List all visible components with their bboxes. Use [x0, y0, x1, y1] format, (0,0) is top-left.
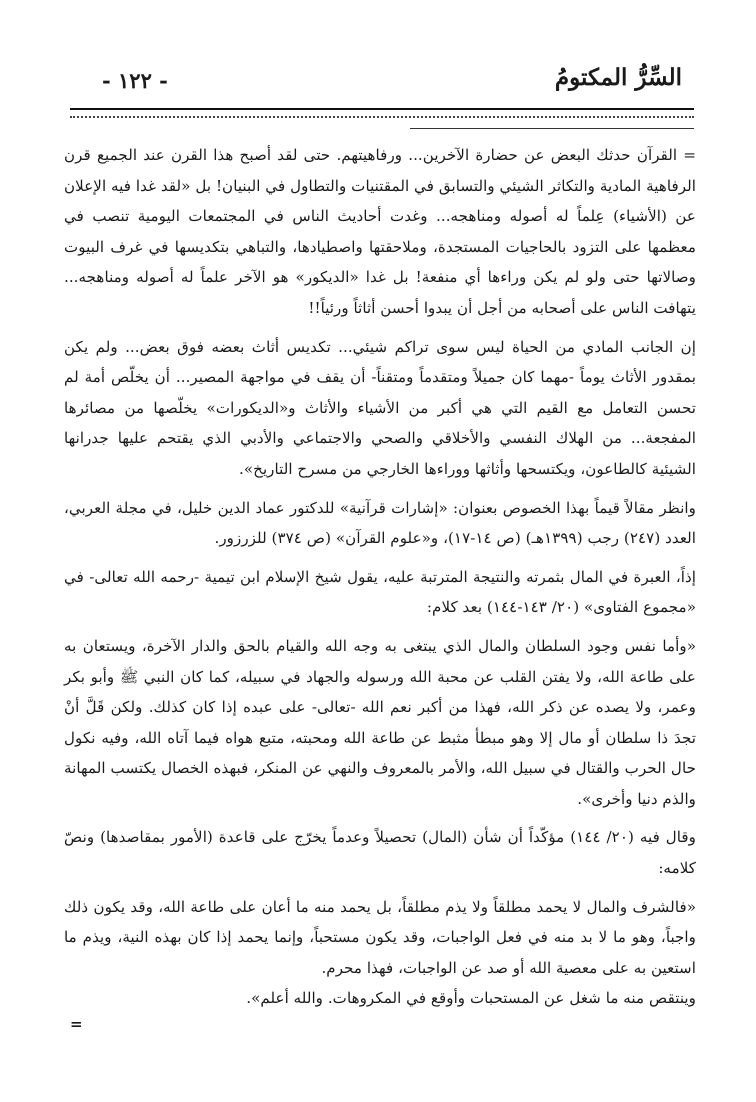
page-header — [70, 58, 694, 110]
paragraph-1: = القرآن حدثك البعض عن حضارة الآخرين... ورفاهيتهم. حتى لقد أصبح هذا القرن عند الجميع قرن الرفاهية المادية والتكاثر الشيئي والتسابق في المقتنيات والتطاول في البنيان! بل «لقد غدا فيه الإعلان عن (الأشياء) عِلماً له أصوله ومناهجه... وغدت أحاديث الناس في المجتمعات اليومية تنصب في معظمها على التزود بالحاجيات المستجدة، وملاحقتها واصطيادها، والتباهي بتكديسها في غرف البيوت وصالاتها حتى ولو لم يكن وراءها أي منفعة! بل غدا «الديكور» هو الآخر علماً له أصوله ومناهجه... يتهافت الناس على أصحابه من أجل أن يبدوا أحسن أثاثاً ورئياً!! — [64, 146, 696, 317]
page-number: - ١٢٢ - — [102, 68, 168, 93]
footnote-rule — [410, 128, 694, 129]
continuation-mark: = — [70, 1015, 83, 1033]
dotted-separator — [70, 116, 694, 118]
paragraph-6: وقال فيه (٢٠/ ١٤٤) مؤكّداً أن شأن (المال) تحصيلاً وعدماً يخرّج على قاعدة (الأمور بمقاصدها) ونصّ كلامه: — [64, 828, 696, 878]
paragraph-3: وانظر مقالاً قيماً بهذا الخصوص بعنوان: «إشارات قرآنية» للدكتور عماد الدين خليل، في مجلة العربي، العدد (٢٤٧) رجب (١٣٩٩هـ) (ص ١٤-١٧)، و«علوم القرآن» (ص ٣٧٤) للزرزور. — [64, 498, 696, 548]
paragraph-4: إذاً، العبرة في المال بثمرته والنتيجة المترتبة عليه، يقول شيخ الإسلام ابن تيمية -رحمه الله تعالى- في «مجموع الفتاوى» (٢٠/ ١٤٣-١٤٤) بعد كلام: — [64, 567, 696, 617]
paragraph-2: إن الجانب المادي من الحياة ليس سوى تراكم شيئي... تكديس أثاث بعضه فوق بعض... ولم يكن بمقدور الأثاث يوماً -مهما كان جميلاً ومتقدماً ومتقناً- أن يقف في مواجهة المصير... أن يخلّص أمة لم تحسن التعامل مع القيم التي هي أكبر من الأشياء والأثاث و«الديكورات» يخلّصها من مصائرها المفجعة... من الهلاك النفسي والأخلاقي والصحي والاجتماعي والأدبي الذي يقتحم عليها جدرانها الشيئية كالطاعون، ويكتسحها وأثاثها ووراءها الخارجي من مسرح التاريخ». — [64, 337, 696, 478]
paragraph-7-final-line: وينتقص منه ما شغل عن المستحبات وأوقع في المكروهات. والله أعلم». — [246, 989, 696, 1008]
running-title: السِّرُّ المكتومُ — [554, 64, 682, 91]
paragraph-5: «وأما نفس وجود السلطان والمال الذي يبتغى به وجه الله والقيام بالحق والدار الآخرة، ويستعان به على طاعة الله، ولا يفتن القلب عن محبة الله ورسوله والجهاد في سبيله، كما كان النبي ﷺ وأبو بكر وعمر، ولا يصده عن ذكر الله، فهذا من أكبر نعم الله -تعالى- على عبده إذا كان كذلك. ولكن قَلَّ أنْ تجدَ ذا سلطان أو مال إلا وهو مبطأ مثبط عن طاعة الله ومحبته، متبع هواه فيما آتاه الله، وفيه نكول حال الحرب والقتال في سبيل الله، والأمر بالمعروف والنهي عن المنكر، فبهذه الخصال يكتسب المهانة والذم دنيا وأخرى». — [64, 636, 696, 808]
footnote-body — [64, 140, 696, 1014]
paragraph-7: «فالشرف والمال لا يحمد مطلقاً ولا يذم مطلقاً، بل يحمد منه ما أعان على طاعة الله، وقد يكون ذلك واجباً، وهو ما لا بد منه في فعل الواجبات، وقد يكون مستحباً، وإنما يحمد إذا كان بهذه النية، ويذم ما استعين به على معصية الله أو صد عن الواجبات، فهذا محرم. — [64, 897, 696, 977]
